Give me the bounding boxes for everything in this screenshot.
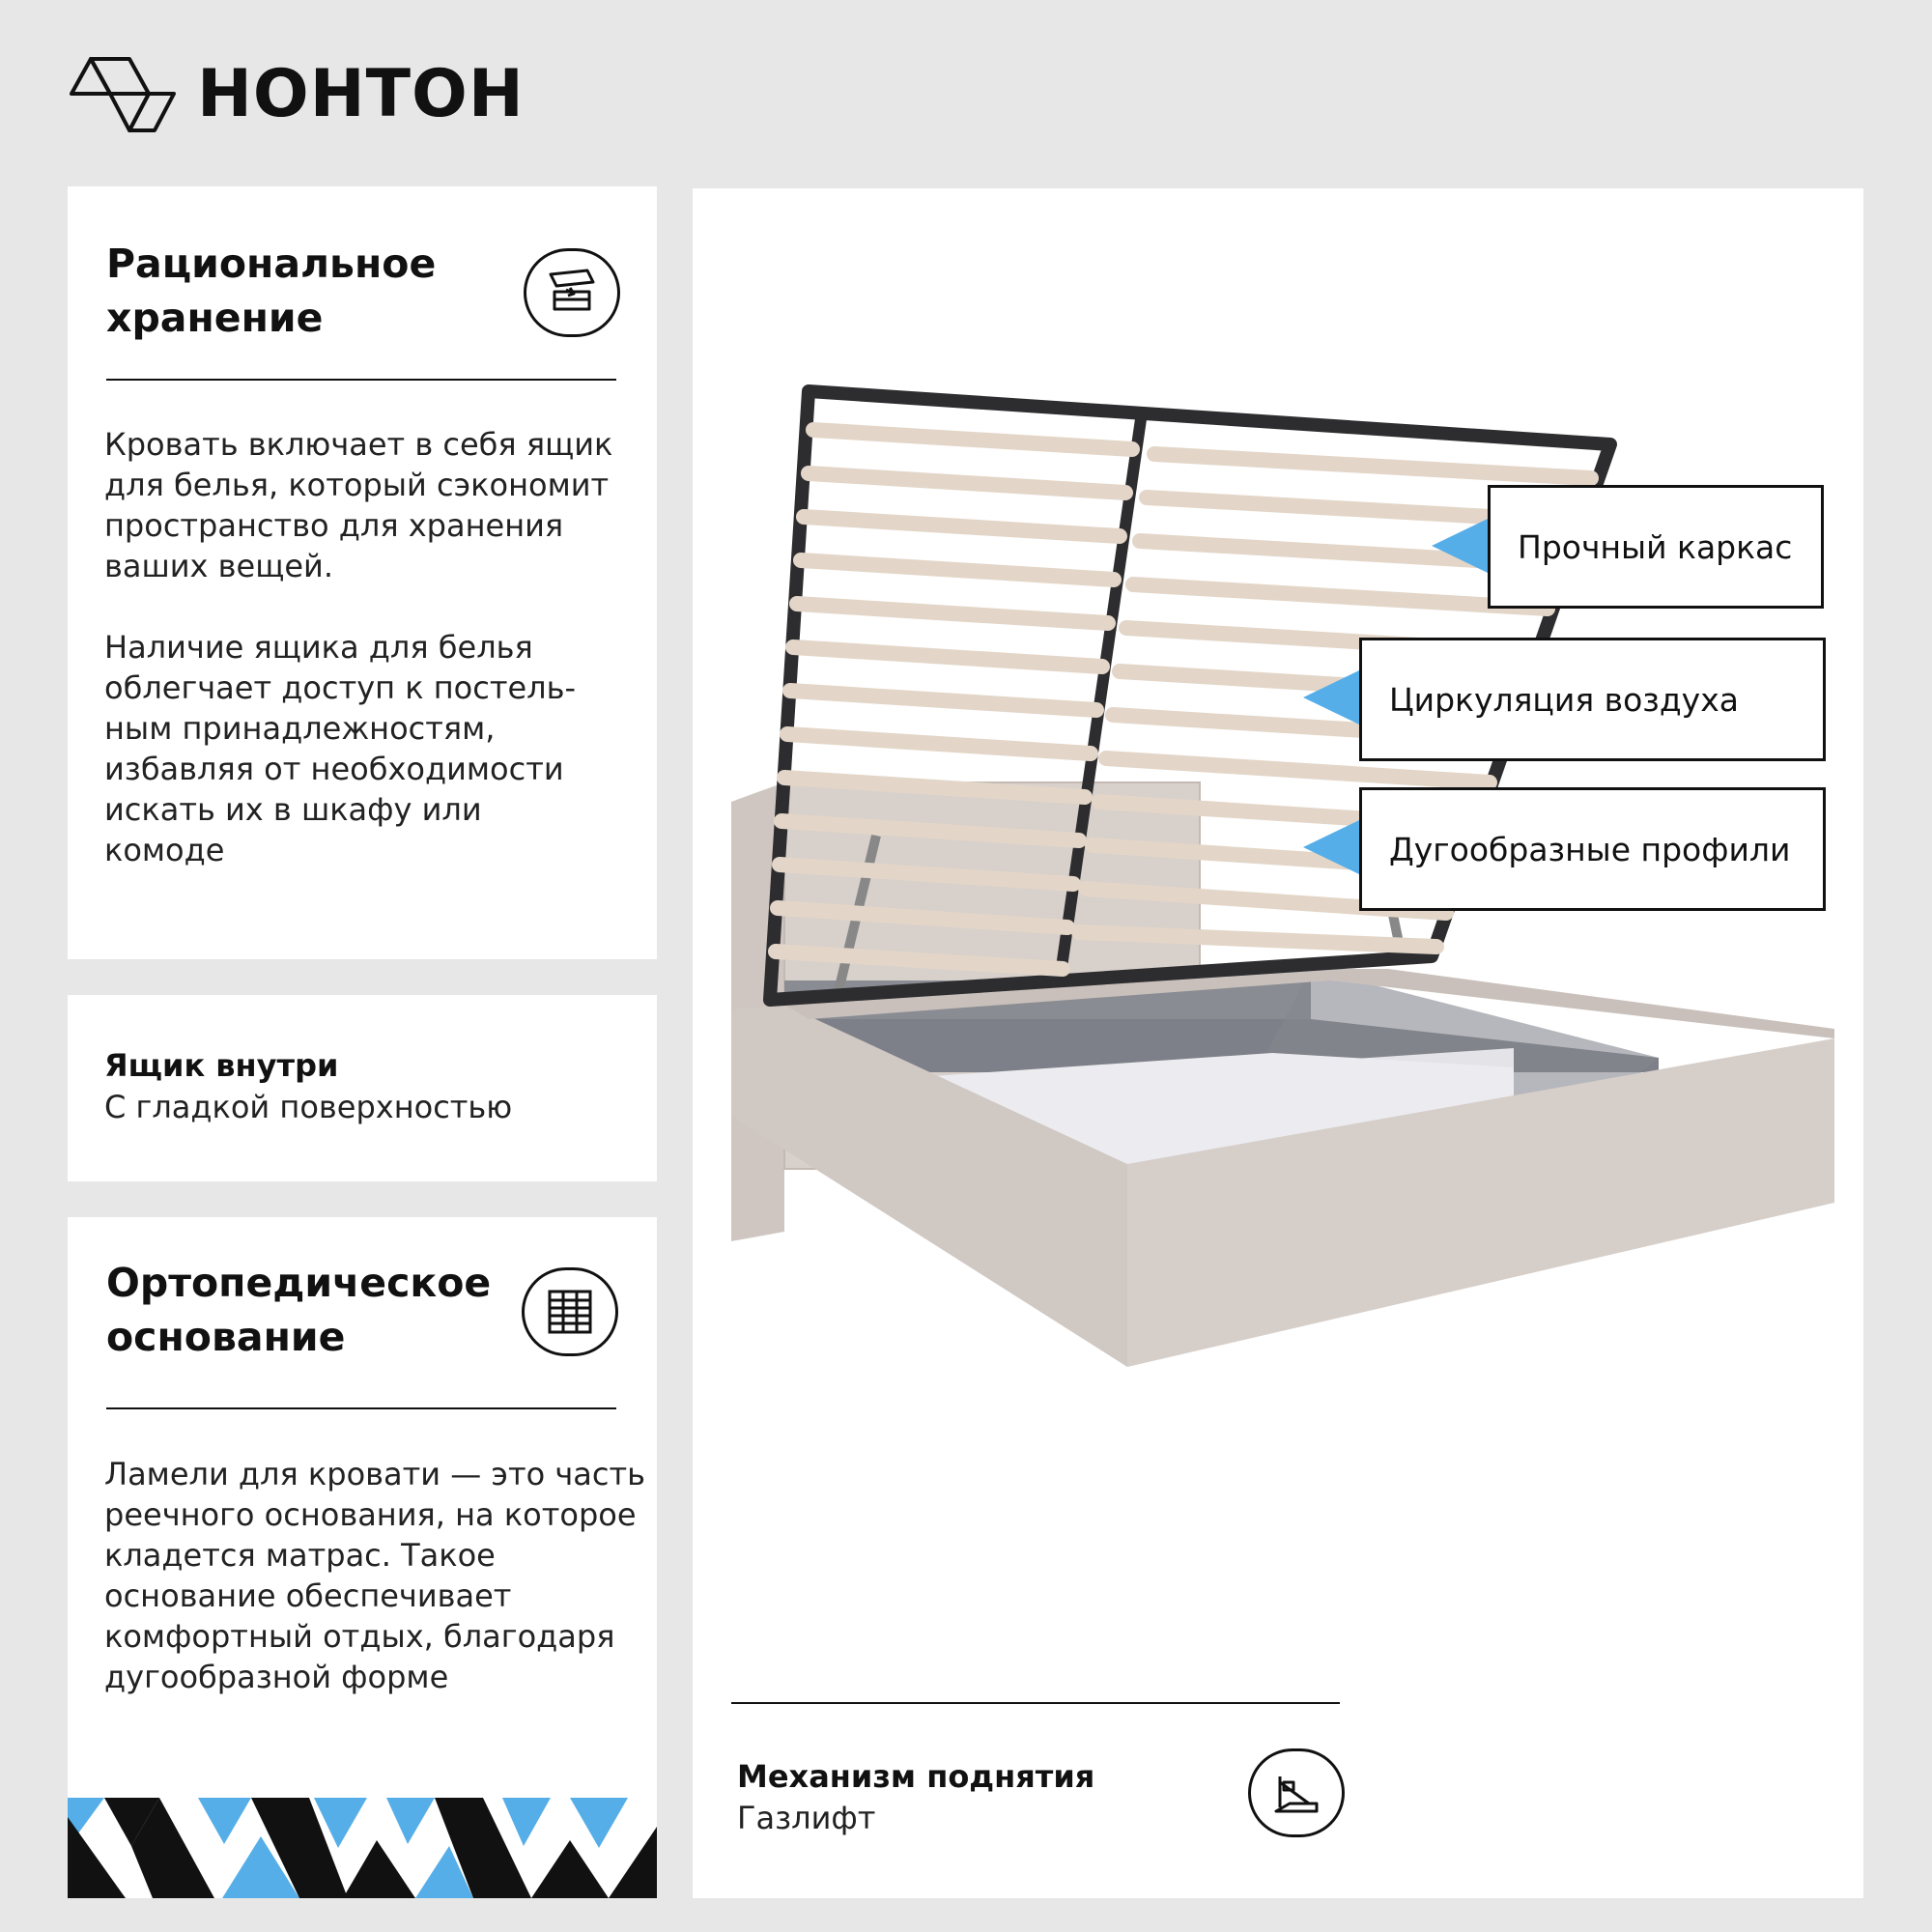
box-inside-label: Ящик внутри <box>104 1047 339 1084</box>
profiles-pointer <box>1303 820 1359 874</box>
triangle-pattern <box>68 1798 657 1898</box>
storage-title: Рациональное хранение <box>106 241 437 341</box>
gas-lift-icon <box>1248 1748 1345 1837</box>
callout-frame <box>1488 485 1824 609</box>
storage-box-icon <box>524 248 620 337</box>
ortho-title: Ортопедическое основание <box>106 1260 492 1360</box>
air-pointer <box>1303 670 1359 724</box>
ortho-card <box>68 1217 657 1898</box>
bed-illustration <box>693 188 1863 1898</box>
brand-mark-icon <box>70 53 176 135</box>
storage-card <box>68 186 657 959</box>
box-inside-card <box>68 995 657 1181</box>
storage-divider <box>106 379 616 381</box>
callout-air <box>1359 638 1826 761</box>
brand-name: НОНТОН <box>197 56 525 132</box>
storage-paragraph-1: Кровать включает в себя ящик для белья, который сэкономит пространство для хранения ваших вещей. <box>104 426 613 584</box>
callout-profiles <box>1359 787 1826 911</box>
bed-illustration-card <box>693 188 1863 1898</box>
callout-profiles-text: Дугообразные профили <box>1389 830 1791 868</box>
callout-frame-text: Прочный каркас <box>1518 527 1793 566</box>
lift-value: Газлифт <box>737 1800 876 1836</box>
lift-label: Механизм поднятия <box>737 1758 1095 1795</box>
slats-icon <box>522 1267 618 1356</box>
ortho-paragraph: Ламели для кровати — это часть реечного основания, на которое кладется матрас. Такое основание обеспечивает комфортный отдых, благодаря дугообразной форме <box>104 1456 645 1695</box>
storage-paragraph-2: Наличие ящика для белья облегчает доступ к постель- ным принадлежностям, избавляя от необходимости искать их в шкафу или комоде <box>104 629 577 868</box>
ortho-divider <box>106 1407 616 1409</box>
box-inside-value: С гладкой поверхностью <box>104 1089 513 1125</box>
callout-air-text: Циркуляция воздуха <box>1389 680 1739 719</box>
frame-pointer <box>1432 519 1488 573</box>
brand-logo[interactable] <box>70 53 525 135</box>
